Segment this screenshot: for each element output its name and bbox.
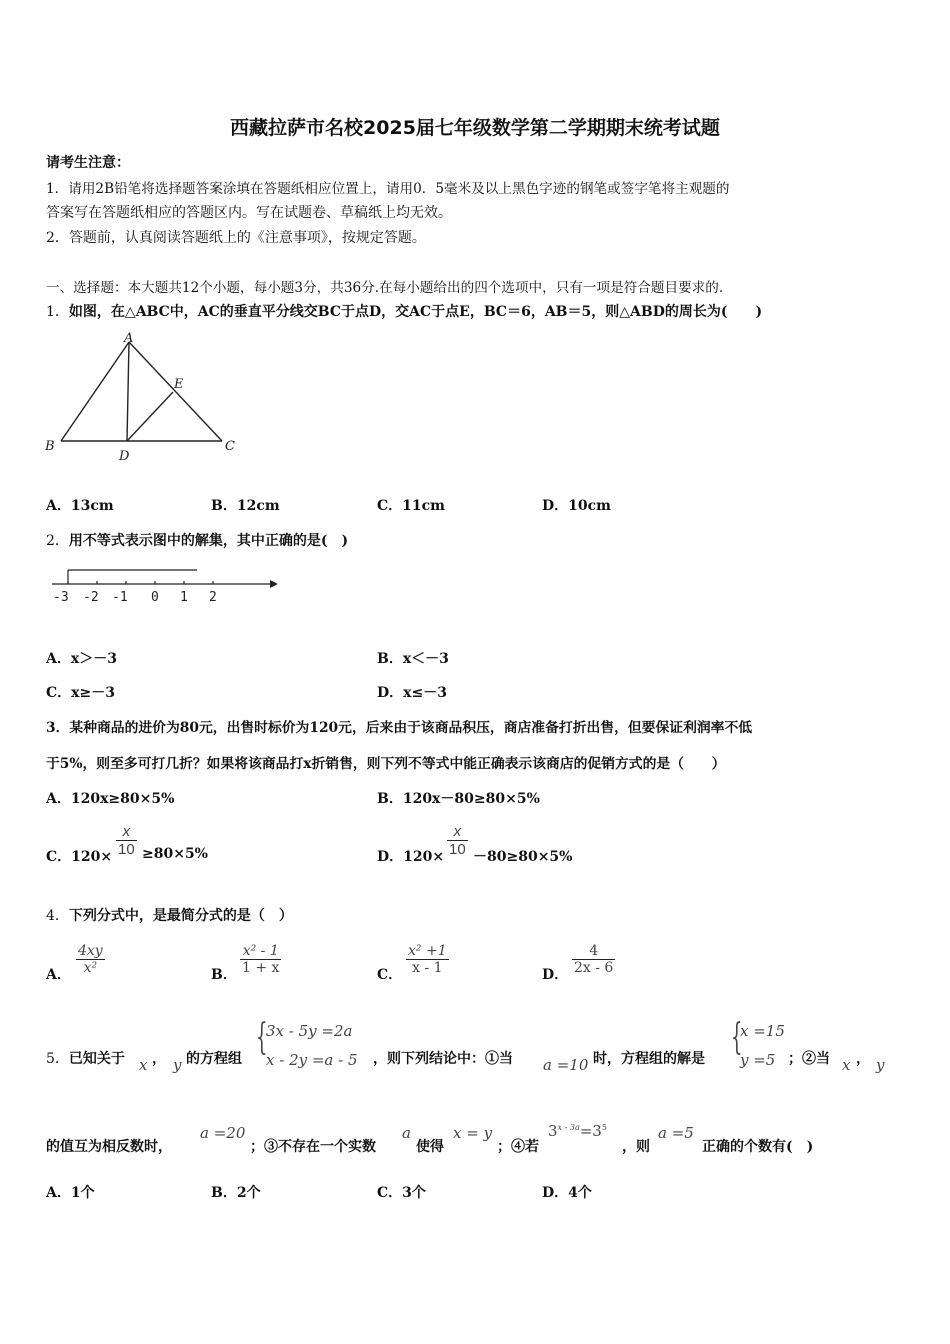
q1-option-a[interactable]: A．13cm [46, 498, 114, 514]
segment-ad [127, 342, 129, 441]
q5-option-b[interactable]: B．2个 [211, 1185, 261, 1201]
label-e: E [174, 377, 184, 392]
q2-option-c[interactable]: C．x≥－3 [46, 685, 115, 701]
q4-text: 下列分式中，是最简分式的是（ ） [68, 908, 293, 924]
tick-label: 0 [151, 590, 159, 605]
q5-stem-start: 5．已知关于 [46, 1051, 125, 1067]
q1-option-d[interactable]: D．10cm [542, 498, 611, 514]
label-b: B [45, 439, 55, 454]
q3-option-c-fraction: $\frac{x}{10}$ [118, 823, 135, 858]
q2-option-a[interactable]: A．x＞－3 [46, 651, 117, 667]
q2-stem [46, 530, 348, 550]
tick-label: 1 [180, 590, 188, 605]
notice-line2: 2．答题前，认真阅读答题纸上的《注意事项》，按规定答题。 [46, 230, 426, 246]
q4-number: 4． [46, 908, 69, 924]
q3-option-c-prefix[interactable]: C．120× [46, 849, 113, 865]
condition-a20: a =20 [200, 1124, 246, 1142]
q2-number: 2． [46, 533, 69, 549]
q4-option-d[interactable]: D． [542, 967, 569, 983]
q3-option-c-suffix: ≥80×5% [142, 846, 208, 862]
q1-number: 1． [46, 304, 69, 320]
tick-label: 2 [209, 590, 217, 605]
var-a: a [402, 1124, 411, 1142]
q4-option-c[interactable]: C． [377, 967, 403, 983]
var-x: x [842, 1056, 851, 1074]
segment-de [127, 392, 173, 441]
q4-option-d-fraction: $\frac{4}{2x - 6}$ [574, 943, 614, 976]
q5-number: 5． [46, 1051, 69, 1067]
var-x: x [139, 1056, 148, 1074]
condition-a10: a =10 [543, 1056, 589, 1074]
q1-stem [46, 301, 762, 321]
q2-number-line [48, 562, 283, 608]
q5-option-c[interactable]: C．3个 [377, 1185, 426, 1201]
q2-option-b[interactable]: B．x＜－3 [377, 651, 449, 667]
notice-line1a: 1．请用2B铅笔将选择题答案涂填在答题纸相应位置上，请用0．5毫米及以上黑色字迹的钢笔或签字笔将主观题的 [46, 181, 730, 197]
tick-label: -1 [112, 590, 128, 605]
q5-option-a[interactable]: A．1个 [46, 1185, 95, 1201]
var-y: y [173, 1056, 182, 1074]
system-brace: { [256, 1017, 268, 1058]
q3-line1: 3．某种商品的进价为80元，出售时标价为120元，后来由于该商品积压，商店准备打折出售，但要保证利润率不低 [46, 720, 753, 736]
arrow-icon [270, 580, 278, 588]
q1-text: 如图，在△ABC中，AC的垂直平分线交BC于点D，交AC于点E，BC＝6，AB＝5，则△ABD的周长为( ) [68, 304, 763, 320]
q1-option-c[interactable]: C．11cm [377, 498, 445, 514]
tick-label: -3 [53, 590, 69, 605]
equation-1: 3x - 5y =2a [266, 1022, 353, 1040]
q2-text: 用不等式表示图中的解集，其中正确的是( ) [68, 533, 349, 549]
notice-line1b: 答案写在答题纸相应的答题区内。写在试题卷、草稿纸上均无效。 [46, 205, 452, 221]
q4-option-b-fraction: $\frac{\text{x² - 1}}{1 + x}$ [242, 943, 280, 976]
q3-line2: 于5%，则至多可打几折？如果将该商品打x折销售，则下列不等式中能正确表示该商店的促销方式的是（ ） [46, 756, 726, 772]
notice-header: 请考生注意： [46, 155, 130, 171]
label-d: D [119, 449, 130, 464]
q3-option-d-prefix[interactable]: D．120× [377, 849, 445, 865]
q5-option-d[interactable]: D．4个 [542, 1185, 592, 1201]
page-title: 西藏拉萨市名校2025届七年级数学第二学期期末统考试题 [230, 117, 720, 139]
q1-option-b[interactable]: B．12cm [211, 498, 280, 514]
condition-x-eq-y: x = y [453, 1124, 493, 1142]
q2-option-d[interactable]: D．x≤－3 [377, 685, 447, 701]
solution-y: y =5 [740, 1051, 776, 1069]
q3-option-b[interactable]: B．120x－80≥80×5% [377, 791, 540, 807]
q4-option-c-fraction: $\frac{\text{x² +1}}{x - 1}$ [408, 943, 447, 976]
q3-option-d-suffix: －80≥80×5% [473, 849, 573, 865]
side-ab [61, 342, 129, 441]
q3-option-d-fraction: $\frac{x}{10}$ [449, 823, 466, 858]
q4-option-b[interactable]: B． [211, 967, 237, 983]
label-c: C [225, 439, 235, 454]
solution-brace: { [731, 1017, 743, 1058]
q1-triangle-figure [40, 328, 250, 468]
power-equation: $3^{x - 3a}=3^5$ [548, 1122, 607, 1140]
q3-option-a[interactable]: A．120x≥80×5% [46, 791, 175, 807]
condition-a5: a =5 [658, 1124, 694, 1142]
label-a: A [124, 331, 134, 346]
q4-option-a[interactable]: A． [46, 967, 71, 983]
equation-2: x - 2y =a - 5 [266, 1051, 358, 1069]
solution-x: x =15 [740, 1022, 785, 1040]
var-y: y [876, 1056, 885, 1074]
q4-stem [46, 905, 293, 925]
tick-label: -2 [83, 590, 99, 605]
section-heading: 一、选择题：本大题共12个小题，每小题3分，共36分.在每小题给出的四个选项中，只有一项是符合题目要求的. [46, 280, 724, 296]
q4-option-a-fraction: $\frac{4xy}{\text{x²}}$ [78, 943, 103, 976]
